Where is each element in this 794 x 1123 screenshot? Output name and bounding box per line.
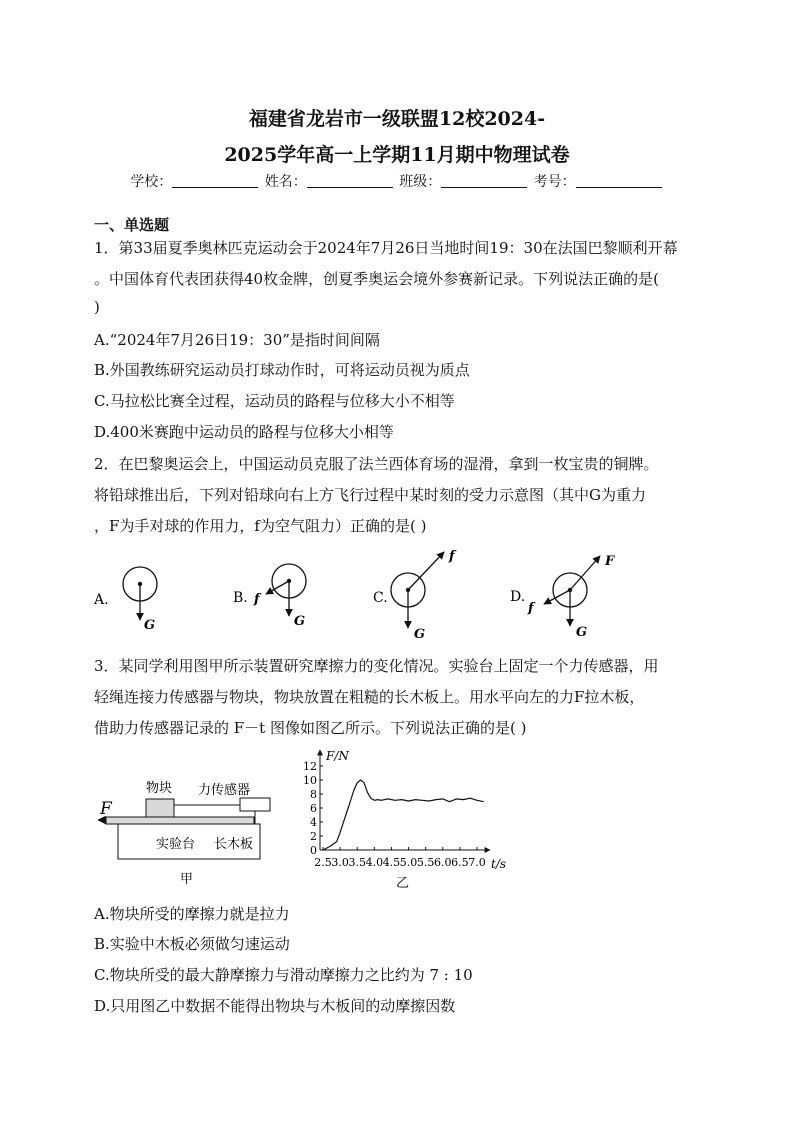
q2-stem-line2: 将铅球推出后，下列对铅球向右上方飞行过程中某时刻的受力示意图（其中G为重力 [94,486,646,504]
class-blank [441,174,527,188]
chart-y-tick-label: 8 [310,788,317,801]
q1-option-a: A.“2024年7月26日19：30”是指时间间隔 [94,331,380,349]
student-info-row [0,171,794,191]
q3-stem-line1: 3．某同学利用图甲所示装置研究摩擦力的变化情况。实验台上固定一个力传感器，用 [94,657,659,675]
q2-stem-line3: ，F为手对球的作用力，f为空气阻力）正确的是( ) [94,517,427,535]
chart-caption-yi: 乙 [396,876,410,891]
q1-stem-line3: ) [94,298,100,316]
chart-y-tick-label: 2 [310,830,317,843]
class-label: 班级： [399,174,442,190]
chart-y-tick-label: 4 [310,816,317,829]
q3-force-label: F [100,799,112,819]
q2-option-d-letter: D. [510,589,526,605]
q1-option-c: C.马拉松比赛全过程，运动员的路程与位移大小不相等 [94,392,455,410]
q1-option-b: B.外国教练研究运动员打球动作时，可将运动员视为质点 [94,361,470,379]
page-title-line1: 福建省龙岩市一级联盟12校2024- [248,108,546,130]
chart-x-tick-label: 4.5 [382,856,401,869]
q3-option-a: A.物块所受的摩擦力就是拉力 [94,905,290,923]
q2-option-a-diagram [93,567,157,633]
name-label: 姓名： [264,174,307,190]
chart-x-tick-label: 3.5 [348,856,366,869]
section-title: 一、单选题 [94,216,170,234]
q2-d-f-label: f [528,601,534,616]
q3-block [146,799,174,817]
q1-option-d: D.400米赛跑中运动员的路程与位移大小相等 [94,423,394,441]
q2-stem-line1: 2．在巴黎奥运会上，中国运动员克服了法兰西体育场的湿滑，拿到一枚宝贵的铜牌。 [94,455,659,473]
q2-option-b-letter: B. [233,590,248,606]
q2-option-b-diagram [233,564,306,629]
chart-series-line [323,780,484,850]
q2-d-g-label: G [576,625,588,640]
q2-option-d-diagram [510,554,615,640]
chart-x-tick-label: 4.0 [365,856,384,869]
q3-option-b: B.实验中木板必须做匀速运动 [94,935,290,953]
q3-stem-line3: 借助力传感器记录的 F－t 图像如图乙所示。下列说法正确的是( ) [94,719,527,737]
name-blank [307,174,393,188]
chart-x-tick-label: 5.0 [399,856,418,869]
q2-b-g-label: G [294,614,306,629]
q3-table-label: 实验台 [156,837,196,852]
q1-stem-line2: 。中国体育代表团获得40枚金牌，创夏季奥运会境外参赛新记录。下列说法正确的是( [94,270,659,288]
exam-number-label: 考号： [533,174,576,190]
chart-y-tick-label: 10 [303,774,317,787]
chart-x-tick-label: 6.0 [434,856,452,869]
chart-y-tick-label: 6 [310,802,317,815]
q3-sensor [240,798,270,811]
chart-x-tick-label: 7.0 [468,856,486,869]
q3-ft-chart [300,744,516,892]
exam-number-blank [576,174,662,188]
chart-x-tick-label: 3.0 [331,856,349,869]
q2-a-g-label: G [144,618,156,633]
school-label: 学校： [130,174,173,190]
q3-board-label: 长木板 [214,837,254,852]
q2-c-f-label: f [449,549,455,564]
q2-option-c-letter: C. [373,590,388,606]
q3-board [106,817,254,824]
chart-y-label: F/N [326,749,349,763]
q3-caption-jia: 甲 [180,872,194,887]
q2-d-bigf-label: F [605,554,615,569]
q1-stem-line1: 1．第33届夏季奥林匹克运动会于2024年7月26日当地时间19：30在法国巴黎顺利开幕 [94,239,678,257]
q3-sensor-label: 力传感器 [198,783,251,798]
chart-y-tick-label: 0 [310,844,317,857]
chart-x-tick-label: 5.5 [416,856,435,869]
chart-y-tick-label: 12 [303,760,317,773]
q3-apparatus-diagram [98,772,298,890]
q2-c-g-label: G [414,627,426,642]
q2-force-diagrams [90,540,650,650]
page-title-line2: 2025学年高一上学期11月期中物理试卷 [224,144,570,166]
chart-x-label: t/s [491,857,507,871]
q3-block-label: 物块 [146,781,173,796]
q2-b-f-label: f [254,592,260,607]
q3-option-c: C.物块所受的最大静摩擦力与滑动摩擦力之比约为 7 : 10 [94,966,473,984]
q2-c-drag-arrow [408,552,444,590]
q3-option-d: D.只用图乙中数据不能得出物块与木板间的动摩擦因数 [94,997,456,1015]
q2-option-c-diagram [373,549,457,642]
chart-x-tick-label: 6.5 [451,856,469,869]
q2-option-a-letter: A. [94,592,109,608]
q3-stem-line2: 轻绳连接力传感器与物块，物块放置在粗糙的长木板上。用水平向左的力F拉木板， [94,688,645,706]
school-blank [172,174,258,188]
chart-x-tick-label: 2.5 [314,856,332,869]
q2-b-drag-arrow [266,581,289,594]
